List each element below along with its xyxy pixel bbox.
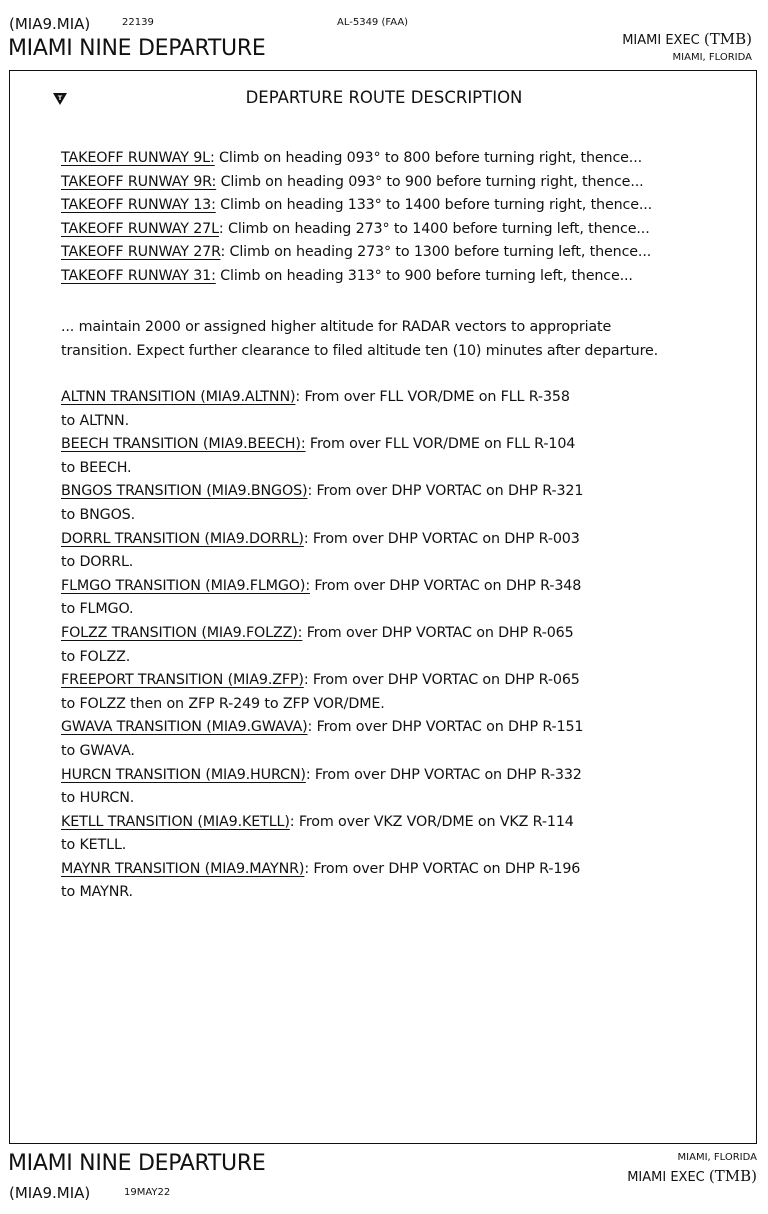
airport-name-block [622,30,752,48]
section-heading: DEPARTURE ROUTE DESCRIPTION [245,88,523,107]
runway-text: Climb on heading 093° to 800 before turning right, thence... [214,150,642,166]
takeoff-line [61,147,652,171]
transition-text: : From over DHP VORTAC on DHP R-321 [307,483,584,500]
transition-destination: to ALTNN. [61,412,129,429]
transition-line [61,669,583,693]
transition-destination: to FLMGO. [61,601,134,618]
maintain-line: ... maintain 2000 or assigned higher altitude for RADAR vectors to appropriate [61,319,612,335]
transition-line [61,575,583,599]
transition-line [61,858,583,882]
runway-text: Climb on heading 133° to 1400 before turning right, thence... [215,197,653,214]
takeoff-line [61,218,652,242]
agency-reference: AL-5349 (FAA) [337,17,409,28]
runway-label: TAKEOFF RUNWAY 13: [61,197,216,214]
svg-text:T: T [57,94,63,103]
transition-label: ALTNN TRANSITION (MIA9.ALTNN) [61,389,296,405]
runway-text: Climb on heading 093° to 900 before turning right, thence... [216,173,644,190]
transitions-list [61,386,583,905]
transition-line [61,433,583,457]
chart-code: (MIA9.MIA) [9,15,91,33]
transition-destination: to GWAVA. [61,742,135,759]
transition-text: : From over DHP VORTAC on DHP R-196 [304,860,581,877]
transition-label: FOLZZ TRANSITION (MIA9.FOLZZ): [61,624,303,641]
chart-number: 22139 [122,17,154,28]
maintain-instructions [61,316,658,363]
airport-id: (TMB) [703,30,752,48]
transition-line [61,386,583,410]
transition-line [61,764,583,788]
runway-text: : Climb on heading 273° to 1400 before turning left, thence... [218,220,650,237]
transition-label: BEECH TRANSITION (MIA9.BEECH): [61,436,306,453]
transition-line [61,528,583,552]
transition-destination: to DORRL. [61,554,134,571]
takeoff-line [61,241,652,265]
city-state: MIAMI, FLORIDA [672,52,752,63]
footer-procedure-title: MIAMI NINE DEPARTURE [8,1151,266,1176]
transition-text: From over FLL VOR/DME on FLL R-104 [305,436,576,453]
transition-text: : From over DHP VORTAC on DHP R-332 [305,766,582,783]
footer-airport-name-block [627,1167,757,1185]
transition-destination: to MAYNR. [61,884,133,901]
transition-line [61,716,583,740]
runway-text: Climb on heading 313° to 900 before turning left, thence... [215,267,633,284]
transition-line [61,622,583,646]
transition-text: : From over VKZ VOR/DME on VKZ R-114 [289,813,574,830]
transition-label: FREEPORT TRANSITION (MIA9.ZFP) [61,672,304,689]
runway-text: : Climb on heading 273° to 1300 before turning left, thence... [220,244,652,261]
takeoff-instructions [61,147,652,289]
transition-label: BNGOS TRANSITION (MIA9.BNGOS) [61,483,308,500]
footer-city-state: MIAMI, FLORIDA [677,1152,757,1163]
transition-destination: to FOLZZ then on ZFP R-249 to ZFP VOR/DME. [61,695,385,712]
transition-label: MAYNR TRANSITION (MIA9.MAYNR) [61,860,305,877]
transition-destination: to FOLZZ. [61,648,131,665]
transition-text: From over DHP VORTAC on DHP R-065 [302,624,574,641]
runway-label: TAKEOFF RUNWAY 31: [61,267,216,284]
runway-label: TAKEOFF RUNWAY 9L: [61,150,215,166]
transition-line [61,480,583,504]
procedure-title: MIAMI NINE DEPARTURE [8,36,266,61]
footer-date: 19MAY22 [124,1187,171,1198]
takeoff-line [61,194,652,218]
transition-line [61,811,583,835]
footer-chart-code: (MIA9.MIA) [9,1184,91,1202]
transition-destination: to HURCN. [61,790,135,807]
footer-airport-id: (TMB) [708,1167,757,1185]
transition-text: : From over DHP VORTAC on DHP R-065 [303,672,580,689]
transition-text: : From over FLL VOR/DME on FLL R-358 [295,389,570,405]
runway-label: TAKEOFF RUNWAY 27L [61,220,219,237]
airport-name: MIAMI EXEC [622,33,700,48]
transition-label: HURCN TRANSITION (MIA9.HURCN) [61,766,306,783]
transition-destination: to BEECH. [61,459,132,476]
transition-label: KETLL TRANSITION (MIA9.KETLL) [61,813,290,830]
transition-label: FLMGO TRANSITION (MIA9.FLMGO): [61,577,310,594]
footer-airport-name: MIAMI EXEC [627,1170,705,1185]
runway-label: TAKEOFF RUNWAY 27R [61,244,221,261]
runway-label: TAKEOFF RUNWAY 9R: [61,173,217,190]
transition-text: From over DHP VORTAC on DHP R-348 [310,577,582,594]
maintain-line: transition. Expect further clearance to filed altitude ten (10) minutes after departure. [61,342,659,359]
takeoff-line [61,171,652,195]
transition-destination: to KETLL. [61,837,127,854]
transition-text: : From over DHP VORTAC on DHP R-151 [307,719,584,736]
takeoff-line [61,265,652,289]
transition-text: : From over DHP VORTAC on DHP R-003 [303,530,580,547]
transition-destination: to BNGOS. [61,506,136,523]
transition-label: DORRL TRANSITION (MIA9.DORRL) [61,530,304,547]
transition-label: GWAVA TRANSITION (MIA9.GWAVA) [61,719,308,736]
